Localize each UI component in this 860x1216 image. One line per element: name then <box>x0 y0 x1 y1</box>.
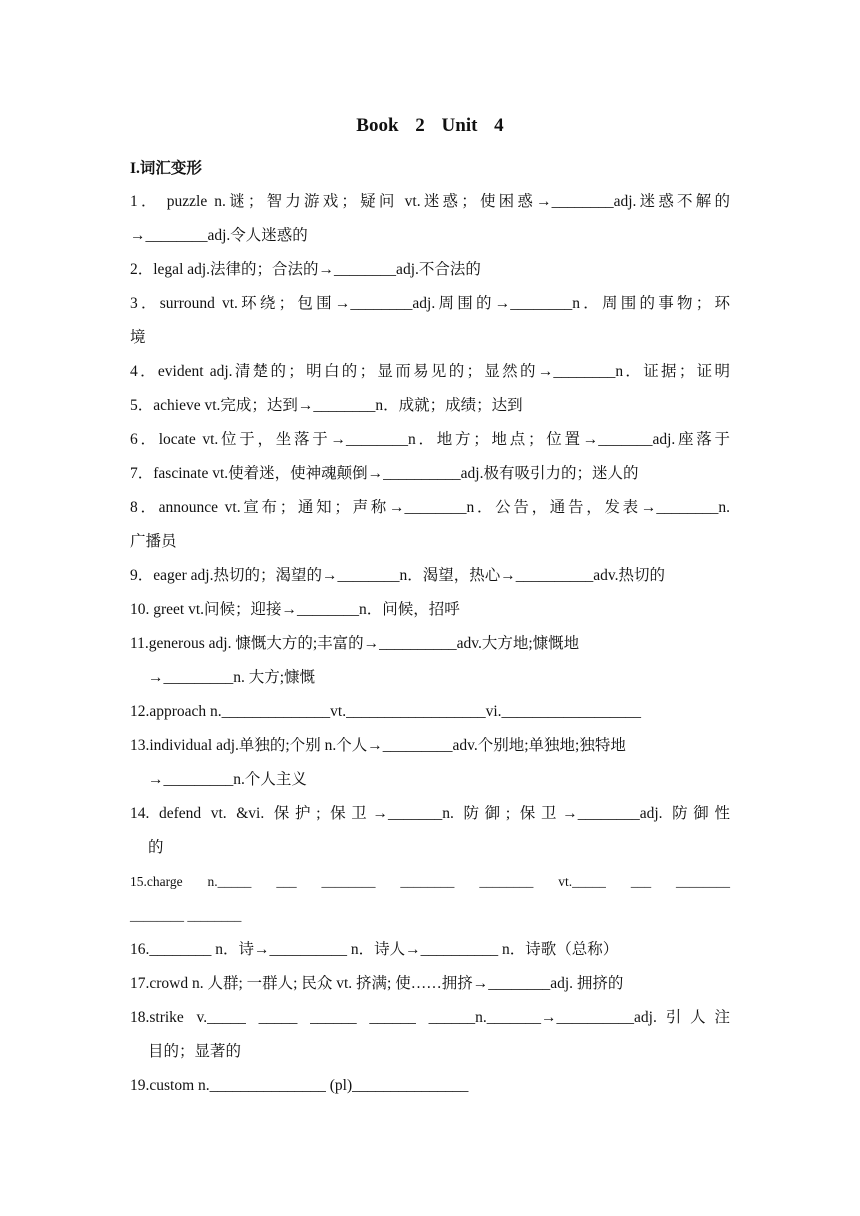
exercise-line: 5．achieve vt.完成；达到→________n．成就；成绩；达到 <box>130 397 523 414</box>
exercise-line: 2．legal adj.法律的；合法的→________adj.不合法的 <box>130 261 481 278</box>
exercise-line: →_________n. 大方;慷慨 <box>148 669 316 686</box>
page-title: Book 2 Unit 4 <box>356 115 504 136</box>
exercise-line: 11.generous adj. 慷慨大方的;丰富的→__________adv.大方地;慷慨地 <box>130 635 580 652</box>
exercise-line: 14. defend vt. &vi. 保护; 保卫→_______n. 防御; 保卫→________adj. 防御性 <box>130 805 730 822</box>
exercise-line: 10. greet vt.问候；迎接→________n．问候，招呼 <box>130 601 460 618</box>
exercise-line: 广播员 <box>130 533 177 550</box>
exercise-line: 3．surround vt.环绕；包围→________adj.周围的→________n．周围的事物；环 <box>130 295 730 312</box>
exercise-line: 15.charge n._____ ___ ________ ________ ________ vt._____ ___ ________ <box>130 874 730 889</box>
exercise-line: 境 <box>130 329 146 346</box>
exercise-line: 16.________ n．诗→__________ n．诗人→__________ n．诗歌（总称） <box>130 941 619 958</box>
exercise-line: 13.individual adj.单独的;个别 n.个人→_________adv.个别地;单独地;独特地 <box>130 737 626 754</box>
section-heading: I.词汇变形 <box>130 160 202 177</box>
exercise-line: →________adj.令人迷惑的 <box>130 227 308 244</box>
exercise-line: 12.approach n.______________vt.__________________vi.__________________ <box>130 703 642 720</box>
exercise-line: 的 <box>148 839 164 856</box>
exercise-line: 7．fascinate vt.使着迷，使神魂颠倒→__________adj.极有吸引力的；迷人的 <box>130 465 639 482</box>
exercise-line: 8．announce vt.宣布；通知；声称→________n．公告，通告，发表→________n. <box>130 499 730 516</box>
exercise-line: 17.crowd n. 人群; 一群人; 民众 vt. 挤满; 使……拥挤→________adj. 拥挤的 <box>130 975 624 992</box>
exercise-line: 18.strike v._____ _____ ______ ______ ______n._______→__________adj.引人注 <box>130 1009 730 1026</box>
exercise-line: 1． puzzle n.谜；智力游戏；疑问 vt.迷惑；使困惑→________adj.迷惑不解的 <box>130 193 730 210</box>
exercise-line: 目的；显著的 <box>148 1043 242 1060</box>
exercise-line: 19.custom n._______________ (pl)_______________ <box>130 1077 469 1094</box>
exercise-line: ________ ________ <box>130 908 242 923</box>
exercise-line: →_________n.个人主义 <box>148 771 307 788</box>
exercise-line: 4．evident adj.清楚的；明白的；显而易见的；显然的→________n．证据；证明 <box>130 363 730 380</box>
exercise-line: 6．locate vt.位于，坐落于→________n．地方；地点；位置→_______adj.座落于 <box>130 431 730 448</box>
exercise-line: 9．eager adj.热切的；渴望的→________n．渴望，热心→__________adv.热切的 <box>130 567 665 584</box>
